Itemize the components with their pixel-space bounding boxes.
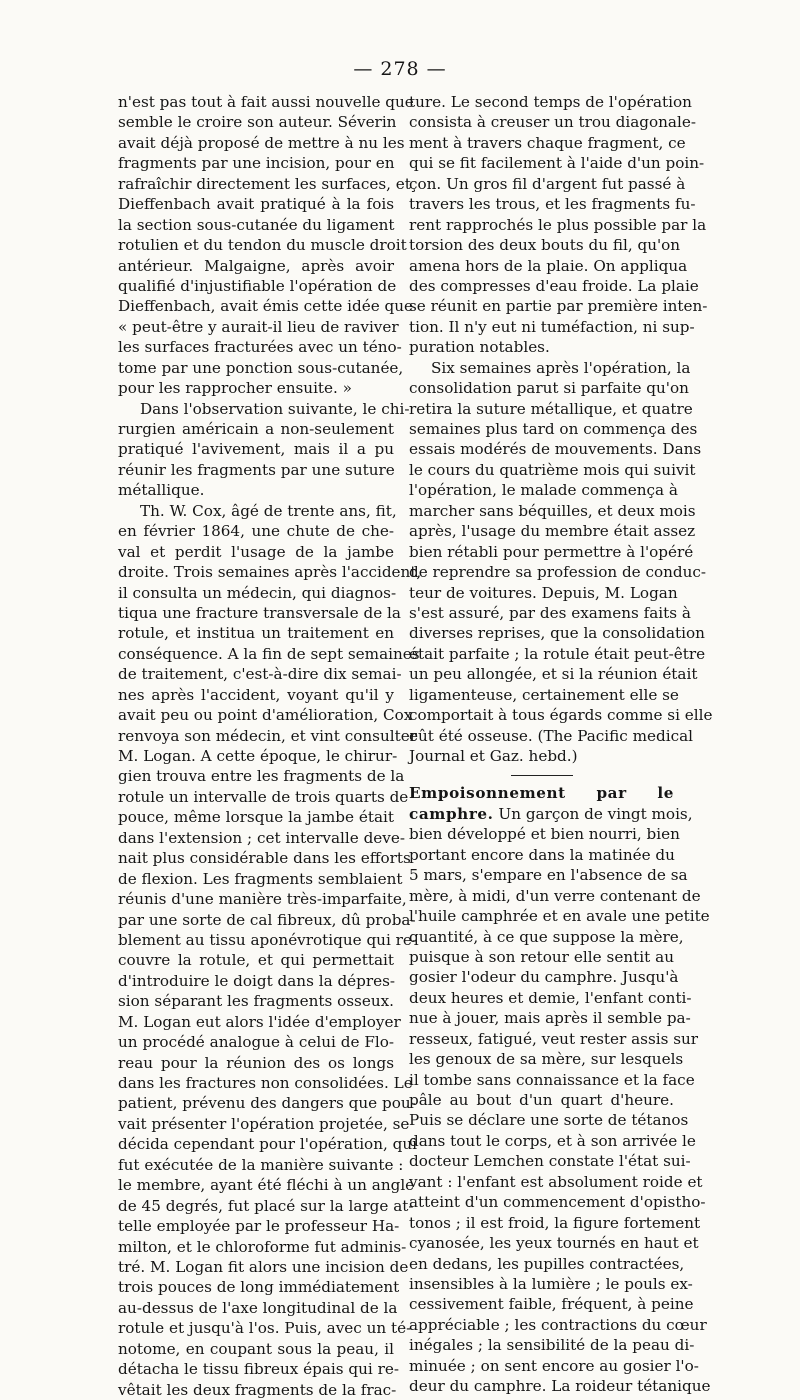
text-line: tonos ; il est froid, la figure fortement	[409, 1213, 701, 1232]
text-line: droite. Trois semaines après l'accident,	[118, 563, 422, 582]
right-column	[409, 92, 713, 1397]
text-line: un procédé analogue à celui de Flo-	[118, 1033, 394, 1052]
text-line: amena hors de la plaie. On appliqua	[409, 256, 688, 275]
text-line: mère, à midi, d'un verre contenant de	[409, 886, 701, 905]
section-heading-word: camphre.	[409, 804, 494, 823]
text-line: décida cependant pour l'opération, qui	[118, 1135, 417, 1154]
text-line: nue à jouer, mais après il semble pa-	[409, 1009, 691, 1028]
text-line: qualifié d'injustifiable l'opération de	[118, 276, 397, 295]
text-line: resseux, fatigué, veut rester assis sur	[409, 1029, 699, 1048]
left-column	[118, 92, 422, 1400]
text-line: notome, en coupant sous la peau, il	[118, 1339, 394, 1358]
text-line: Dans l'observation suivante, le chi-	[140, 399, 410, 418]
text-line: vait présenter l'opération projetée, se	[118, 1114, 410, 1133]
text-line: Dieffenbach, avait émis cette idée que	[118, 297, 414, 316]
text-line: puration notables.	[409, 338, 550, 357]
text-line: atteint d'un commencement d'opistho-	[409, 1193, 706, 1212]
text-line: avait peu ou point d'amélioration, Cox	[118, 706, 413, 725]
text-line: retira la suture métallique, et quatre	[409, 399, 693, 418]
text-line: appréciable ; les contractions du cœur	[409, 1315, 707, 1334]
text-line: ment à travers chaque fragment, ce	[409, 133, 686, 152]
text-line: cessivement faible, fréquent, à peine	[409, 1295, 694, 1314]
text-line: fut exécutée de la manière suivante :	[118, 1155, 404, 1174]
text-line: pâle au bout d'un quart d'heure.	[409, 1091, 674, 1109]
text-line: en dedans, les pupilles contractées,	[409, 1254, 685, 1273]
text-line: marcher sans béquilles, et deux mois	[409, 501, 696, 520]
text-line: rotule et jusqu'à l'os. Puis, avec un té-	[118, 1319, 412, 1338]
text-line: ligamenteuse, certainement elle se	[409, 685, 679, 704]
text-line: l'opération, le malade commença à	[409, 481, 678, 500]
text-line: fragments par une incision, pour en	[118, 154, 395, 173]
text-line: bien développé et bien nourri, bien	[409, 825, 680, 844]
text-line: dans l'extension ; cet intervalle deve-	[118, 828, 405, 847]
text-line: portant encore dans la matinée du	[409, 845, 675, 864]
text-line: « peut-être y aurait-il lieu de raviver	[118, 317, 399, 336]
text-line: détacha le tissu fibreux épais qui re-	[118, 1360, 399, 1379]
text-line: dans les fractures non consolidées. Le	[118, 1074, 413, 1092]
text-line: nes après l'accident, voyant qu'il y	[118, 685, 394, 704]
text-line: tiqua une fracture transversale de la	[118, 603, 401, 622]
text-line: teur de voitures. Depuis, M. Logan	[409, 583, 678, 602]
text-line: après, l'usage du membre était assez	[409, 522, 696, 541]
text-line: inégales ; la sensibilité de la peau di-	[409, 1336, 695, 1355]
text-line: tré. M. Logan fit alors une incision de	[118, 1257, 409, 1276]
text-line: 5 mars, s'empare en l'absence de sa	[409, 866, 688, 885]
text-line: çon. Un gros fil d'argent fut passé à	[409, 174, 686, 193]
text-line: gosier l'odeur du camphre. Jusqu'à	[409, 968, 679, 987]
text-line: vant : l'enfant est absolument roide et	[409, 1172, 703, 1191]
text-line: pouce, même lorsque la jambe était	[118, 808, 394, 827]
text-line: la section sous-cutanée du ligament	[118, 215, 395, 234]
text-line: il tombe sans connaissance et la face	[409, 1070, 695, 1089]
text-line: de flexion. Les fragments semblaient	[118, 869, 403, 888]
text-line: deur du camphre. La roideur tétanique	[409, 1377, 711, 1396]
text-line: réunir les fragments par une suture	[118, 460, 395, 479]
text-line: les surfaces fracturées avec un téno-	[118, 338, 402, 357]
text-line: d'introduire le doigt dans la dépres-	[118, 971, 396, 990]
text-line: tion. Il n'y eut ni tuméfaction, ni sup-	[409, 317, 695, 336]
text-line: se réunit en partie par première inten-	[409, 297, 708, 316]
text-line: bien rétabli pour permettre à l'opéré	[409, 542, 694, 561]
text-line: cyanosée, les yeux tournés en haut et	[409, 1234, 699, 1253]
text-line: n'est pas tout à fait aussi nouvelle que	[118, 93, 414, 111]
text-line: par une sorte de cal fibreux, dû proba-	[118, 910, 416, 929]
text-line: blement au tissu aponévrotique qui re-	[118, 930, 418, 949]
text-line: de reprendre sa profession de conduc-	[409, 563, 707, 582]
text-line: s'est assuré, par des examens faits à	[409, 603, 691, 622]
text-line: couvre la rotule, et qui permettait	[118, 951, 394, 970]
text-line: val et perdit l'usage de la jambe	[118, 542, 394, 561]
text-line: ture. Le second temps de l'opération	[409, 93, 692, 111]
text-line: rurgien américain a non-seulement	[118, 420, 394, 438]
text-line: avait déjà proposé de mettre à nu les	[118, 133, 405, 152]
text-line: torsion des deux bouts du fil, qu'on	[409, 236, 681, 255]
text-line: Th. W. Cox, âgé de trente ans, fit,	[140, 501, 397, 520]
text-line: les genoux de sa mère, sur lesquels	[409, 1050, 684, 1069]
section-divider	[511, 775, 573, 776]
text-line: conséquence. A la fin de sept semaines	[118, 644, 420, 663]
text-line: au-dessus de l'axe longitudinal de la	[118, 1298, 398, 1317]
text-line: rotule un intervalle de trois quarts de	[118, 787, 409, 806]
text-line: métallique.	[118, 481, 205, 500]
text-line: consista à creuser un trou diagonale-	[409, 113, 696, 132]
text-line: semaines plus tard on commença des	[409, 420, 698, 438]
text-line: eût été osseuse. (The Pacific medical	[409, 726, 694, 745]
text-line: gien trouva entre les fragments de la	[118, 767, 405, 786]
text-line: diverses reprises, que la consolidation	[409, 624, 705, 643]
right-column-part2	[409, 824, 711, 1396]
text-line: Dieffenbach avait pratiqué à la fois	[118, 195, 394, 214]
text-line: travers les trous, et les fragments fu-	[409, 195, 696, 214]
text-line: le membre, ayant été fléchi à un angle	[118, 1176, 415, 1195]
text-line: l'huile camphrée et en avale une petite	[409, 907, 710, 926]
text-line: des compresses d'eau froide. La plaie	[409, 276, 699, 295]
text-line: consolidation parut si parfaite qu'on	[409, 379, 689, 398]
text-line: Six semaines après l'opération, la	[431, 358, 691, 377]
text-line: en février 1864, une chute de che-	[118, 522, 394, 541]
text-line: tome par une ponction sous-cutanée,	[118, 358, 404, 377]
text-line: antérieur. Malgaigne, après avoir	[118, 256, 394, 275]
text-line: renvoya son médecin, et vint consulter	[118, 726, 417, 745]
text-line: un peu allongée, et si la réunion était	[409, 665, 698, 684]
text-line: de 45 degrés, fut placé sur la large at-	[118, 1196, 414, 1215]
text-line: rent rapprochés le plus possible par la	[409, 215, 707, 234]
text-line: puisque à son retour elle sentit au	[409, 947, 674, 966]
text-line: M. Logan. A cette époque, le chirur-	[118, 747, 398, 765]
text-line: trois pouces de long immédiatement	[118, 1278, 400, 1297]
text-line: docteur Lemchen constate l'état sui-	[409, 1152, 691, 1171]
text-line: deux heures et demie, l'enfant conti-	[409, 988, 692, 1007]
page-number: — 278 —	[353, 58, 447, 80]
text-line: M. Logan eut alors l'idée d'employer	[118, 1012, 401, 1031]
text-line: pratiqué l'avivement, mais il a pu	[118, 440, 394, 459]
text-line: Journal et Gaz. hebd.)	[409, 747, 578, 765]
text-line: dans tout le corps, et à son arrivée le	[409, 1131, 696, 1150]
text-line: réunis d'une manière très-imparfaite,	[118, 890, 407, 909]
text-line: vêtait les deux fragments de la frac-	[118, 1380, 397, 1399]
text-line: rotulien et du tendon du muscle droit	[118, 236, 407, 255]
text-line: pour les rapprocher ensuite. »	[118, 379, 352, 398]
text-line: insensibles à la lumière ; le pouls ex-	[409, 1274, 693, 1293]
text-line: de traitement, c'est-à-dire dix semai-	[118, 665, 402, 684]
text-line: milton, et le chloroforme fut adminis-	[118, 1237, 407, 1256]
text-line: minuée ; on sent encore au gosier l'o-	[409, 1356, 699, 1375]
section-heading-line2-rest: Un garçon de vingt mois,	[493, 804, 693, 823]
right-column-part1	[409, 92, 713, 766]
text-line: comportait à tous égards comme si elle	[409, 706, 713, 725]
text-line: était parfaite ; la rotule était peut-être	[409, 644, 706, 663]
text-line: rafraîchir directement les surfaces, et	[118, 174, 411, 193]
text-line: nait plus considérable dans les efforts	[118, 849, 411, 868]
text-line: quantité, à ce que suppose la mère,	[409, 927, 684, 946]
text-line: essais modérés de mouvements. Dans	[409, 440, 702, 459]
text-line: qui se fit facilement à l'aide d'un poin-	[409, 154, 705, 173]
text-line: sion séparant les fragments osseux.	[118, 992, 394, 1011]
section-heading-line1: Empoisonnement par le	[409, 784, 674, 803]
text-line: il consulta un médecin, qui diagnos-	[118, 583, 397, 602]
text-line: le cours du quatrième mois qui suivit	[409, 460, 696, 479]
text-line: semble le croire son auteur. Séverin	[118, 113, 397, 132]
text-line: Puis se déclare une sorte de tétanos	[409, 1111, 689, 1130]
section-heading-line2	[409, 804, 693, 824]
text-line: patient, prévenu des dangers que pou-	[118, 1094, 416, 1113]
text-line: reau pour la réunion des os longs	[118, 1053, 394, 1072]
text-line: rotule, et institua un traitement en	[118, 624, 394, 643]
text-line: telle employée par le professeur Ha-	[118, 1217, 400, 1236]
